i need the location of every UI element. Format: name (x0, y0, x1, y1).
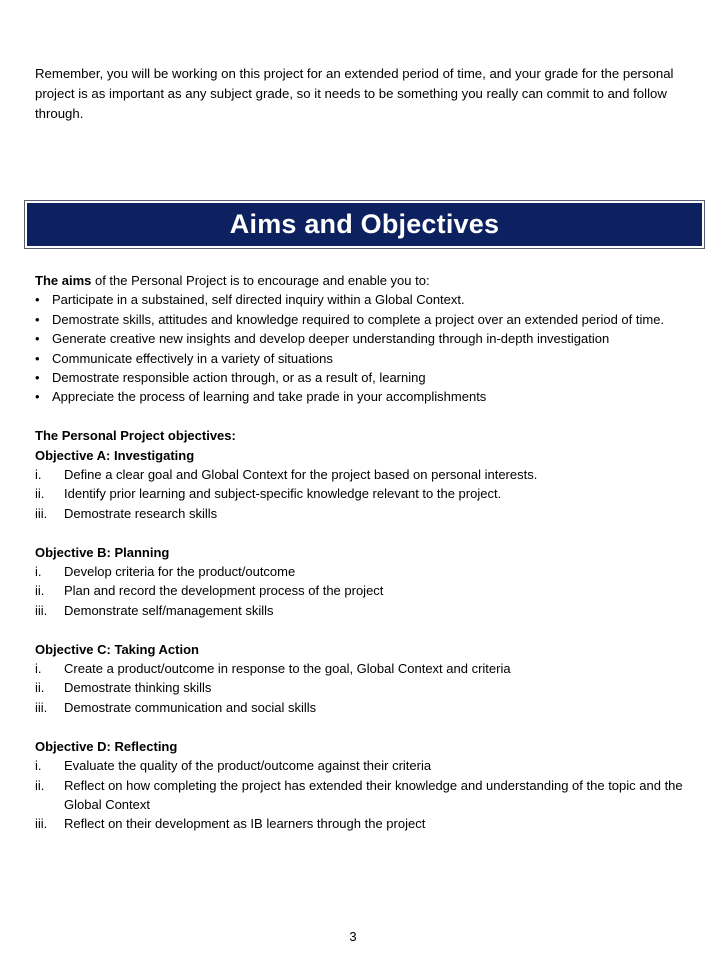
aims-item-text: Communicate effectively in a variety of situations (52, 350, 333, 366)
objective-a-title: Objective A: Investigating (35, 447, 195, 463)
item-text: Reflect on their development as IB learners through the project (64, 816, 426, 832)
bullet-icon: • (35, 292, 40, 308)
item-number: i. (35, 758, 42, 774)
bullet-icon: • (35, 350, 40, 366)
section-title: Aims and Objectives (229, 208, 500, 239)
aims-intro-rest: of the Personal Project is to encourage and enable you to: (91, 273, 430, 288)
item-number: iii. (35, 602, 48, 618)
aims-item-text: Participate in a substained, self directed inquiry within a Global Context. (52, 292, 465, 308)
spacer (35, 620, 705, 639)
objective-list-item (35, 484, 705, 503)
objective-list-item (35, 465, 705, 484)
aims-list-item (35, 349, 705, 368)
objective-list-item (35, 659, 705, 678)
item-number: ii. (35, 583, 45, 599)
aims-list-item (35, 387, 705, 406)
item-number: i. (35, 467, 42, 483)
item-text: Demostrate thinking skills (64, 680, 212, 696)
item-text: Demostrate research skills (64, 505, 218, 521)
item-text: Develop criteria for the product/outcome (64, 564, 296, 580)
item-text: Demonstrate self/management skills (64, 602, 274, 618)
objective-c-list (35, 659, 705, 717)
objective-d-list (35, 756, 705, 834)
objective-c-title: Objective C: Taking Action (35, 641, 199, 657)
objective-d-title: Objective D: Reflecting (35, 738, 178, 754)
section-banner-fill (27, 203, 702, 246)
item-number: ii. (35, 680, 45, 696)
item-text: Create a product/outcome in response to the goal, Global Context and criteria (64, 661, 511, 677)
item-text: Demostrate communication and social skills (64, 699, 317, 715)
objective-list-item (35, 814, 705, 833)
item-text: Reflect on how completing the project has extended their knowledge and understanding of the topic and the Global Context (64, 777, 683, 812)
item-text: Plan and record the development process of the project (64, 583, 384, 599)
item-number: iii. (35, 816, 48, 832)
spacer (35, 407, 705, 426)
spacer (35, 523, 705, 542)
objective-b-list (35, 562, 705, 620)
bullet-icon: • (35, 389, 40, 405)
aims-intro-bold: The aims (35, 273, 92, 288)
item-text: Define a clear goal and Global Context for the project based on personal interests. (64, 467, 538, 483)
item-number: i. (35, 661, 42, 677)
objective-list-item (35, 698, 705, 717)
aims-objectives-content (35, 271, 705, 834)
aims-item-text: Generate creative new insights and develop deeper understanding through in-depth investigation (52, 331, 610, 347)
item-number: iii. (35, 505, 48, 521)
item-text: Identify prior learning and subject-specific knowledge relevant to the project. (64, 486, 502, 502)
objective-list-item (35, 776, 705, 815)
objective-a-list (35, 465, 705, 523)
bullet-icon: • (35, 331, 40, 347)
page-number: 3 (349, 929, 357, 944)
section-banner (24, 200, 705, 249)
objective-list-item (35, 504, 705, 523)
spacer (35, 717, 705, 736)
intro-paragraph: Remember, you will be working on this project for an extended period of time, and your grade for the personal project is as important as any subject grade, so it needs to be something you really can commit to and follow through. (35, 66, 674, 121)
objective-list-item (35, 601, 705, 620)
aims-list-item (35, 290, 705, 309)
objective-list-item (35, 756, 705, 775)
item-text: Evaluate the quality of the product/outcome against their criteria (64, 758, 432, 774)
item-number: iii. (35, 699, 48, 715)
objective-list-item (35, 562, 705, 581)
objective-b-title: Objective B: Planning (35, 544, 170, 560)
aims-intro (35, 271, 705, 290)
aims-list-item (35, 310, 705, 329)
objectives-heading: The Personal Project objectives: (35, 428, 236, 444)
aims-item-text: Demostrate responsible action through, or as a result of, learning (52, 370, 426, 386)
objective-list-item (35, 678, 705, 697)
aims-item-text: Demostrate skills, attitudes and knowledge required to complete a project over an extended period of time. (52, 311, 665, 327)
bullet-icon: • (35, 370, 40, 386)
aims-list-item (35, 368, 705, 387)
aims-item-text: Appreciate the process of learning and take prade in your accomplishments (52, 389, 487, 405)
aims-list (35, 290, 705, 406)
objective-list-item (35, 581, 705, 600)
item-number: ii. (35, 777, 45, 793)
item-number: ii. (35, 486, 45, 502)
bullet-icon: • (35, 311, 40, 327)
aims-list-item (35, 329, 705, 348)
item-number: i. (35, 564, 42, 580)
